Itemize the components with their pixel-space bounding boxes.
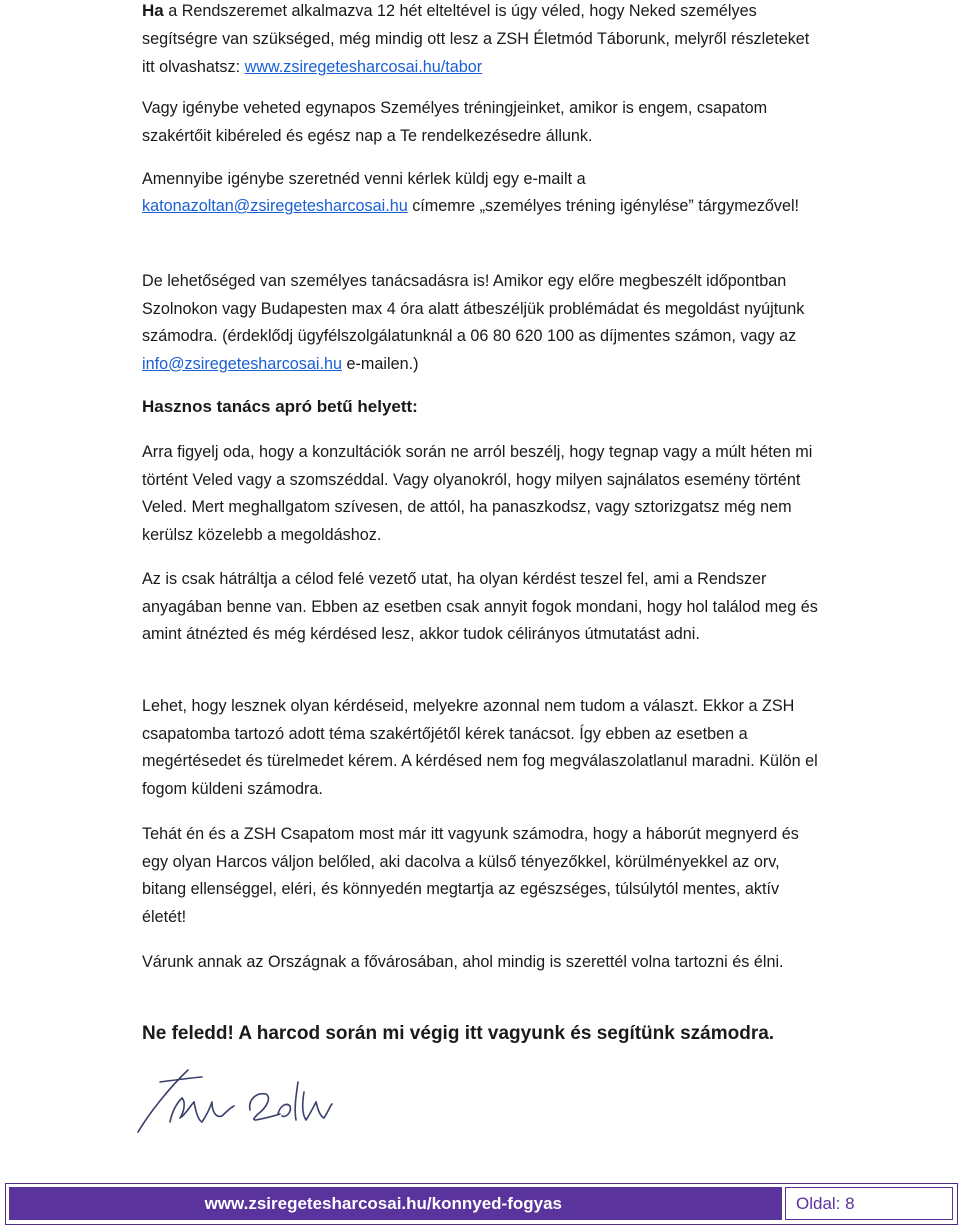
paragraph-text: a Rendszeremet alkalmazva 12 hét elteltével is úgy véled, hogy Neked személyes segítségre van szükséged, még mindig ott lesz a ZSH Életmód Táborunk, melyről részleteket itt olvashatsz: [142,2,810,76]
paragraph-tanacsadas [142,268,822,378]
paragraph-kerdes: Az is csak hátráltja a célod felé vezető utat, ha olyan kérdést teszel fel, ami a Rendszer anyagában benne van. Ebben az esetben csak annyit fogok mondani, hogy hol találod meg és amint átnézted és még kérdésed lesz, akkor tudok célirányos útmutatást adni. [142,570,818,643]
footer-page-number [785,1187,953,1220]
signature-image [130,1062,370,1142]
paragraph-varunk: Várunk annak az Országnak a fővárosában, ahol mindig is szerettél volna tartozni és élni. [142,953,784,971]
paragraph-text-after: címemre „személyes tréning igénylése” tárgymezővel! [407,197,800,215]
closing-statement: Ne feledd! A harcod során mi végig itt vagyunk és segítünk számodra. [142,1023,775,1044]
paragraph-text: De lehetőséged van személyes tanácsadásra is! Amikor egy előre megbeszélt időpontban Szolnokon vagy Budapesten max 4 óra alatt átbeszéljük problémádat és megoldást nyújtunk számodra. (érdeklődj ügyfélszolgálatunknál a 06 80 620 100 as díjmentes számon, vagy az [142,272,805,345]
paragraph-konzultacio: Arra figyelj oda, hogy a konzultációk során ne arról beszélj, hogy tegnap vagy a múlt héten mi történt Veled vagy a szomszéddal. Vagy olyanokról, hogy milyen sajnálatos esemény történt Veled. Mert meghallgatom szívesen, de attól, ha panaszkodsz, vagy sztorizgatsz még nem kerülsz közelebb a megoldáshoz. [142,443,813,544]
page-footer [5,1183,958,1225]
footer-url-bar [9,1187,782,1220]
page-number-label: Oldal: 8 [796,1193,855,1213]
paragraph-lead-word: Ha [142,1,164,20]
email-link-info[interactable]: info@zsiregetesharcosai.hu [142,354,342,373]
paragraph-email-request [142,166,822,220]
paragraph-csapat: Tehát én és a ZSH Csapatom most már itt vagyunk számodra, hogy a háborút megnyerd és egy olyan Harcos váljon belőled, aki dacolva a külső tényezőkkel, körülményekkel az orv, bitang ellenséggel, eléri, és könnyedén megtartja az egészséges, túlsúlytól mentes, aktív életét! [142,825,799,926]
paragraph-tabor [142,0,822,81]
paragraph-text-after: e-mailen.) [342,354,419,373]
section-heading: Hasznos tanács apró betű helyett: [142,397,418,416]
paragraph-trening: Vagy igénybe veheted egynapos Személyes tréningjeinket, amikor is engem, csapatom szakértőit kibéreled és egész nap a Te rendelkezésedre állunk. [142,99,768,145]
paragraph-text: Amennyibe igénybe szeretnéd venni kérlek küldj egy e-mailt a [142,170,586,188]
footer-url[interactable]: www.zsiregetesharcosai.hu/konnyed-fogyas [204,1193,562,1213]
tabor-link[interactable]: www.zsiregetesharcosai.hu/tabor [244,58,483,76]
email-link-katonazoltan[interactable]: katonazoltan@zsiregetesharcosai.hu [142,197,408,215]
paragraph-szakerto: Lehet, hogy lesznek olyan kérdéseid, melyekre azonnal nem tudom a választ. Ekkor a ZSH csapatomba tartozó adott téma szakértőjétől kérek tanácsot. Így ebben az esetben a megértésedet és türelmedet kérem. A kérdésed nem fog megválaszolatlanul maradni. Külön el fogom küldeni számodra. [142,697,818,798]
